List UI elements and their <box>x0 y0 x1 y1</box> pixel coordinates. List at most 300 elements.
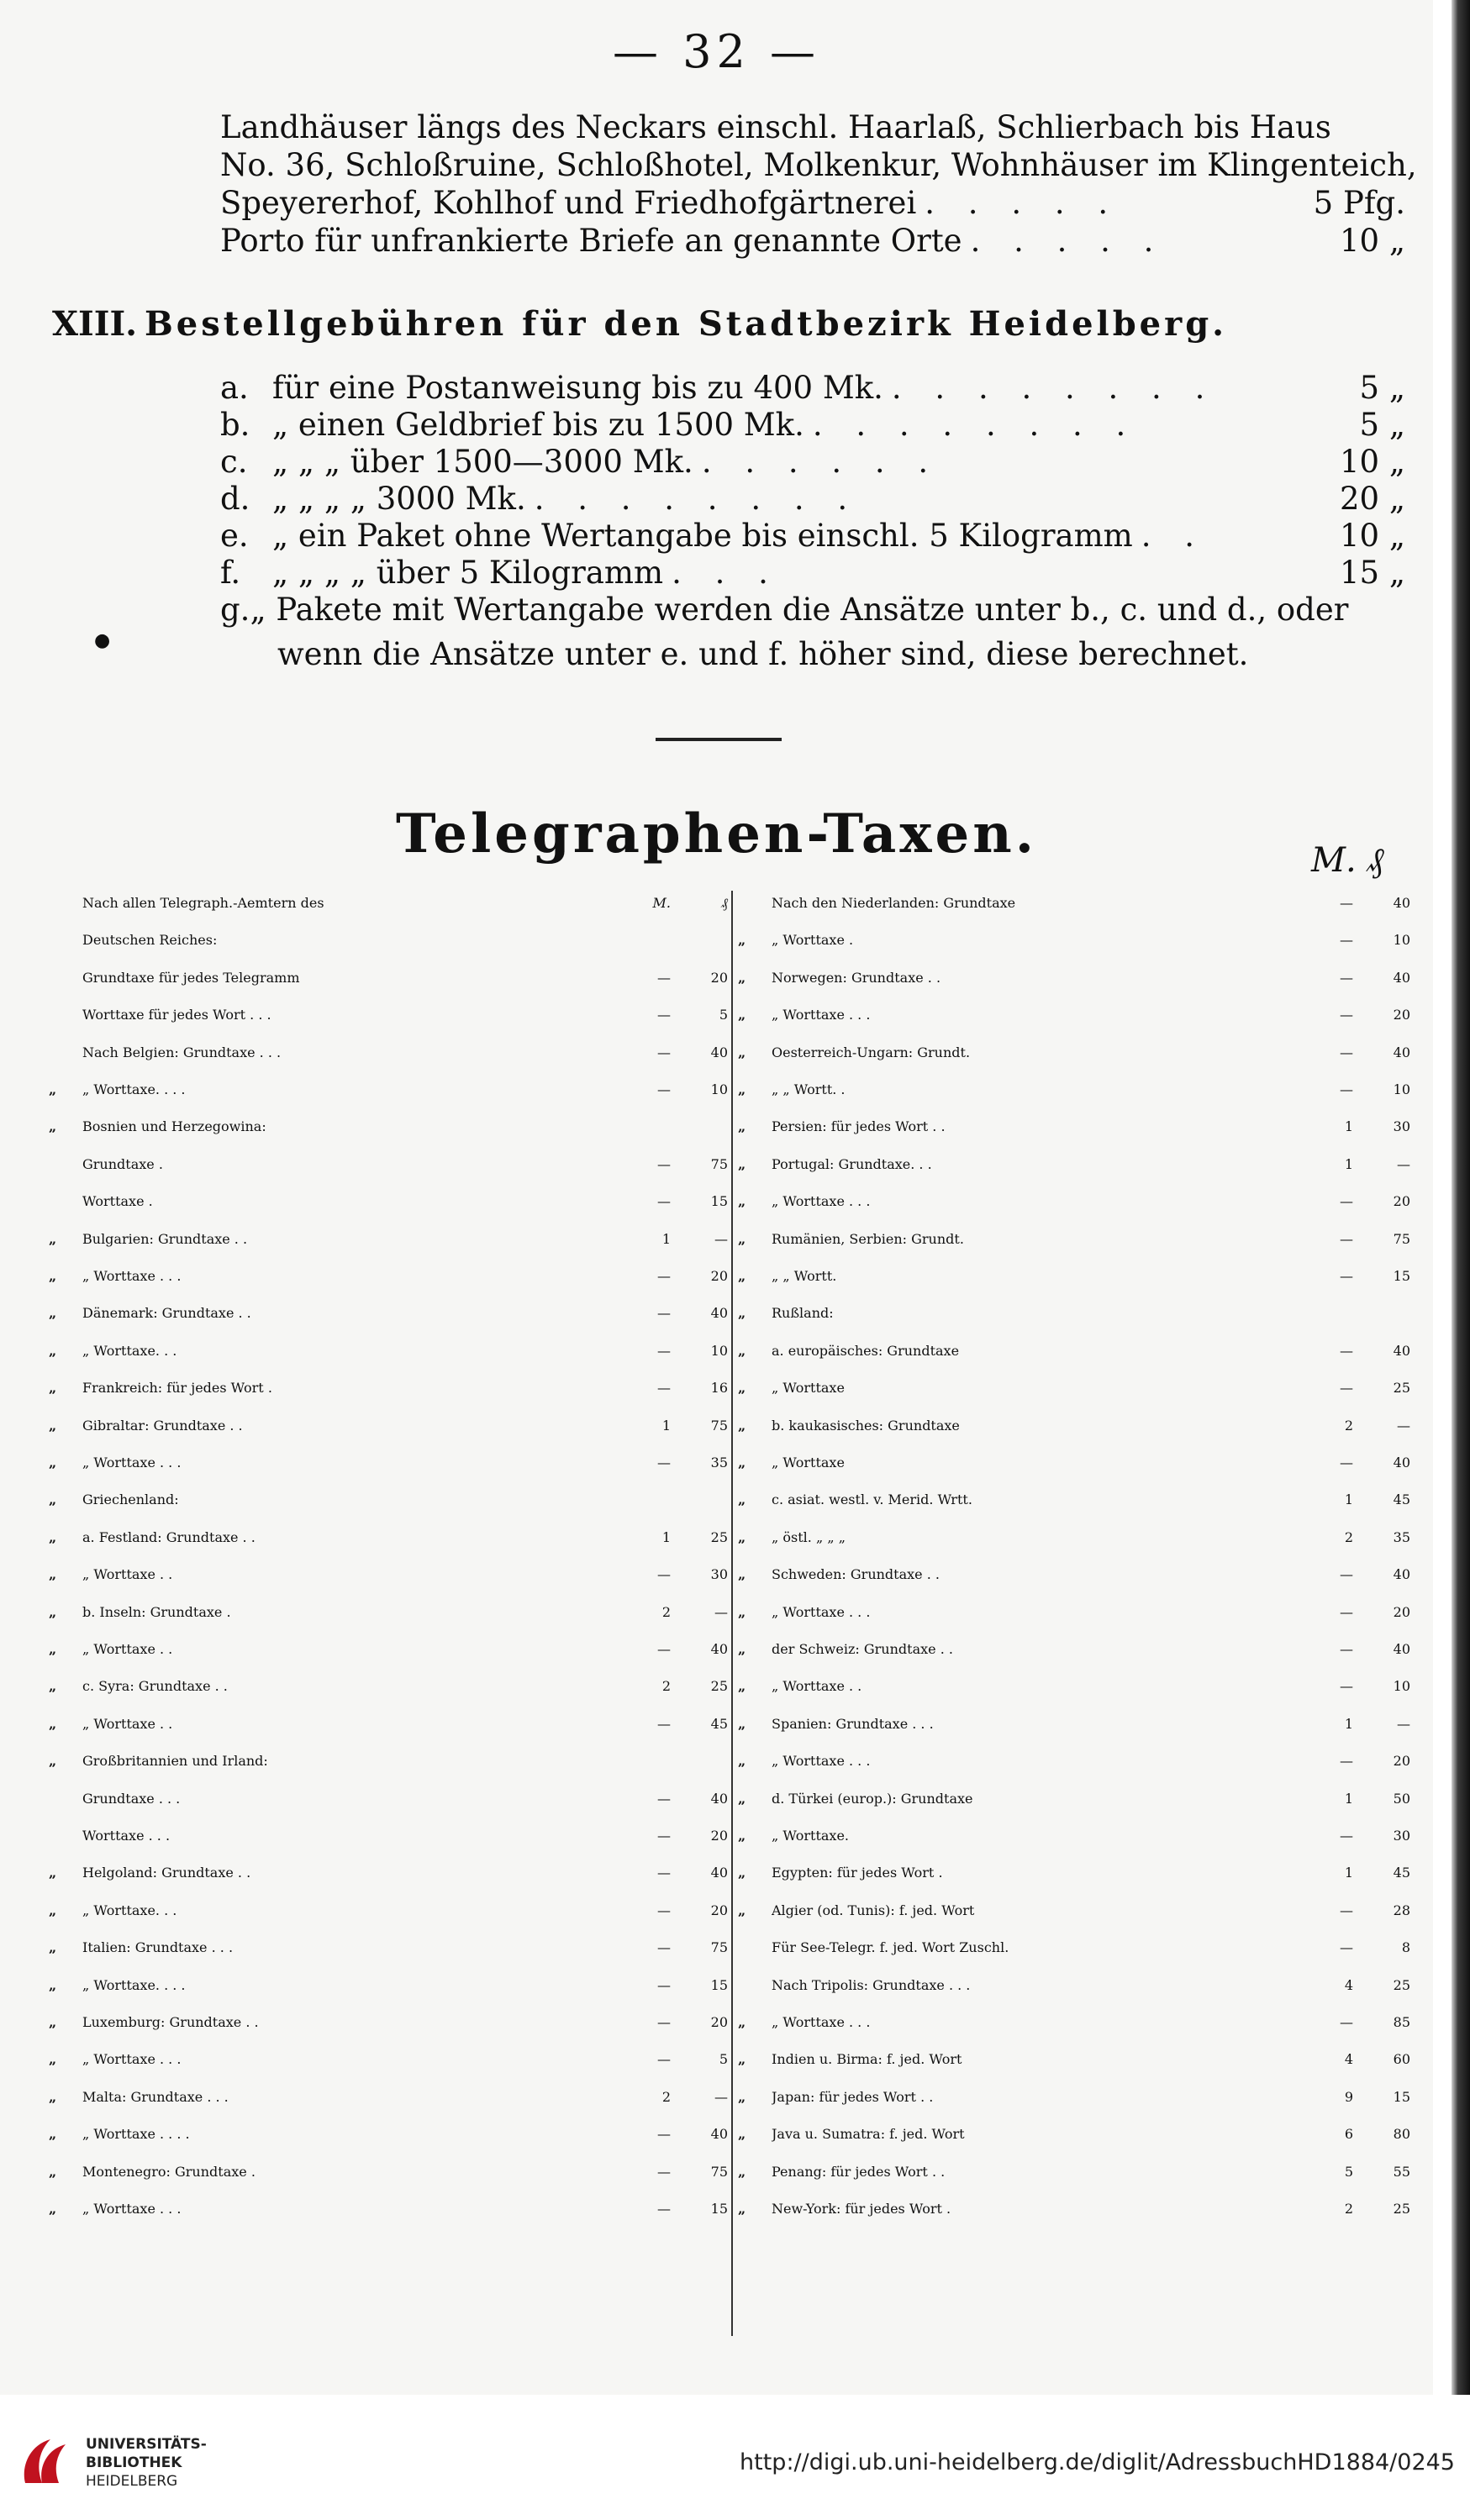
tariff-pfennig: 15 <box>710 1193 728 1209</box>
tariff-pfennig: 45 <box>1393 1865 1410 1881</box>
tariff-row <box>738 1380 1410 1417</box>
unit-mark: M. <box>1311 841 1357 880</box>
tariff-label: Nach den Niederlanden: Grundtaxe <box>772 895 1016 911</box>
ditto-mark: „ <box>738 1865 746 1881</box>
library-name-line3: HEIDELBERG <box>86 2473 178 2490</box>
tariff-mark: — <box>657 1081 671 1097</box>
fee-item-text: „ „ „ „ über 5 Kilogramm <box>272 555 664 591</box>
tariff-row <box>49 2201 728 2238</box>
tariff-row <box>49 1902 728 1939</box>
tariff-label: Dänemark: Grundtaxe . . <box>82 1305 251 1321</box>
fee-item-label: e. <box>220 518 249 554</box>
fee-item-label: f. <box>220 555 241 591</box>
tariff-pfennig: 10 <box>710 1343 728 1359</box>
tariff-pfennig: 75 <box>710 2164 728 2180</box>
tariff-mark: — <box>1340 932 1353 948</box>
tariff-pfennig: 45 <box>710 1716 728 1732</box>
tariff-mark: 2 <box>661 2089 671 2105</box>
tariff-label: „ Worttaxe . . <box>772 1678 862 1694</box>
tariff-label: „ Worttaxe . . . <box>772 1007 871 1023</box>
fee-item-amount: 5 „ <box>1359 407 1405 443</box>
ditto-mark: „ <box>49 1977 57 1993</box>
tariff-label: Grundtaxe für jedes Telegramm <box>82 970 300 986</box>
ditto-mark: „ <box>738 1491 746 1507</box>
tariff-row <box>49 1865 728 1902</box>
ditto-mark: „ <box>49 1678 57 1694</box>
ditto-mark: „ <box>738 1716 746 1732</box>
intro-line-text: Landhäuser längs des Neckars einschl. Haarlaß, Schlierbach bis Haus <box>220 109 1331 145</box>
fee-item <box>220 407 1405 443</box>
tariff-mark: — <box>657 1305 671 1321</box>
tariff-label: Rußland: <box>772 1305 834 1321</box>
ditto-mark: „ <box>49 1641 57 1657</box>
tariff-label: d. Türkei (europ.): Grundtaxe <box>772 1791 973 1807</box>
tariff-mark: 2 <box>1344 1529 1353 1545</box>
tariff-row <box>49 1007 728 1044</box>
tariff-row <box>49 1343 728 1380</box>
tariff-row <box>738 1343 1410 1380</box>
tariff-mark: — <box>1340 1268 1353 1284</box>
intro-line-text: Porto für unfrankierte Briefe an genannte Orte <box>220 223 962 259</box>
tariff-pfennig: 20 <box>710 1902 728 1918</box>
tariff-label: Java u. Sumatra: f. jed. Wort <box>772 2126 965 2142</box>
tariff-row <box>49 1604 728 1641</box>
ditto-mark: „ <box>738 932 746 948</box>
tariff-pfennig: — <box>714 1231 728 1247</box>
ditto-mark: „ <box>738 1828 746 1844</box>
tariff-row <box>738 1678 1410 1715</box>
ditto-mark: „ <box>738 1791 746 1807</box>
ditto-mark: „ <box>738 1044 746 1060</box>
tariff-row <box>738 1268 1410 1305</box>
tariff-pfennig: 15 <box>710 1977 728 1993</box>
telegraph-title: Telegraphen-Taxen. <box>395 802 1038 865</box>
tariff-mark: 2 <box>661 1604 671 1620</box>
tariff-mark: — <box>657 2201 671 2217</box>
ditto-mark: „ <box>738 970 746 986</box>
fee-item-text: „ einen Geldbrief bis zu 1500 Mk. <box>272 407 804 443</box>
tariff-row <box>738 1305 1410 1342</box>
tariff-mark: — <box>657 1343 671 1359</box>
tariff-label: „ Worttaxe . . . . <box>82 2126 190 2142</box>
tariff-row <box>49 1566 728 1603</box>
tariff-label: „ Worttaxe. . . <box>82 1902 177 1918</box>
tariff-pfennig: 60 <box>1393 2051 1410 2067</box>
tariff-mark: 2 <box>1344 2201 1353 2217</box>
tariff-row <box>49 932 728 969</box>
tariff-row <box>738 1716 1410 1753</box>
ditto-mark: „ <box>49 1716 57 1732</box>
tariff-mark: 4 <box>1344 1977 1353 1993</box>
tariff-mark: — <box>657 2051 671 2067</box>
tariff-row <box>738 2201 1410 2238</box>
tariff-mark: — <box>657 1716 671 1732</box>
intro-line-amount: 5 Pfg. <box>1313 185 1405 221</box>
tariff-mark: 1 <box>1344 1118 1353 1134</box>
tariff-mark: — <box>657 1641 671 1657</box>
tariff-pfennig: 25 <box>1393 2201 1410 2217</box>
tariff-mark: 1 <box>1344 1791 1353 1807</box>
ditto-mark: „ <box>49 1305 57 1321</box>
tariff-mark: — <box>1340 1455 1353 1470</box>
tariff-row <box>49 2164 728 2201</box>
tariff-label: „ Worttaxe <box>772 1380 845 1396</box>
tariff-row <box>49 1753 728 1790</box>
tariff-label: Japan: für jedes Wort . . <box>772 2089 934 2105</box>
tariff-row <box>738 1939 1410 1976</box>
tariff-pfennig: 5 <box>719 1007 728 1023</box>
intro-line-text: Speyererhof, Kohlhof und Friedhofgärtnerei <box>220 185 917 221</box>
tariff-label: Deutschen Reiches: <box>82 932 218 948</box>
tariff-pfennig: 20 <box>1393 1007 1410 1023</box>
section-number: XIII. <box>52 304 138 344</box>
fee-item-text: „ „ „ über 1500—3000 Mk. <box>272 444 693 480</box>
tariff-row <box>49 1491 728 1528</box>
tariff-pfennig: 10 <box>1393 1081 1410 1097</box>
fee-item <box>220 370 1405 406</box>
tariff-row <box>738 2051 1410 2088</box>
tariff-pfennig: 30 <box>1393 1118 1410 1134</box>
tariff-label: Italien: Grundtaxe . . . <box>82 1939 234 1955</box>
ditto-mark: „ <box>738 1566 746 1582</box>
fee-note-continued: wenn die Ansätze unter e. und f. höher sind, diese berechnet. <box>277 636 1249 672</box>
tariff-row <box>738 1418 1410 1455</box>
ditto-mark: „ <box>49 1118 57 1134</box>
tariff-pfennig: 40 <box>1393 1343 1410 1359</box>
tariff-label: Griechenland: <box>82 1491 179 1507</box>
tariff-label: „ Worttaxe . . . <box>82 1455 182 1470</box>
ditto-mark: „ <box>49 2126 57 2142</box>
tariff-mark: — <box>657 1044 671 1060</box>
tariff-row <box>738 1604 1410 1641</box>
tariff-mark: — <box>1340 1193 1353 1209</box>
tariff-mark: — <box>657 1939 671 1955</box>
tariff-label: a. europäisches: Grundtaxe <box>772 1343 960 1359</box>
tariff-pfennig: 40 <box>1393 895 1410 911</box>
ditto-mark: „ <box>738 1081 746 1097</box>
tariff-label: Nach Belgien: Grundtaxe . . . <box>82 1044 282 1060</box>
tariff-row <box>49 1193 728 1230</box>
tariff-label: „ Worttaxe . . . <box>82 2051 182 2067</box>
fee-item-label: c. <box>220 444 248 480</box>
tariff-label: Grundtaxe . <box>82 1156 163 1172</box>
tariff-row <box>49 1678 728 1715</box>
tariff-pfennig: 40 <box>1393 1455 1410 1470</box>
tariff-label: „ Worttaxe . <box>772 932 854 948</box>
ditto-mark: „ <box>738 1231 746 1247</box>
tariff-row <box>49 1044 728 1081</box>
tariff-pfennig: 20 <box>1393 1753 1410 1769</box>
tariff-row <box>49 1791 728 1828</box>
tariff-label: „ Worttaxe . . . <box>82 1268 182 1284</box>
tariff-label: Frankreich: für jedes Wort . <box>82 1380 272 1396</box>
tariff-row <box>738 1156 1410 1193</box>
ditto-mark: „ <box>738 1902 746 1918</box>
tariff-label: b. kaukasisches: Grundtaxe <box>772 1418 960 1434</box>
ditto-mark: „ <box>738 1156 746 1172</box>
tariff-pfennig: 25 <box>710 1529 728 1545</box>
intro-line <box>220 185 1405 221</box>
tariff-label: „ Worttaxe. . . . <box>82 1081 186 1097</box>
ditto-mark: „ <box>738 1007 746 1023</box>
ditto-mark: „ <box>738 2126 746 2142</box>
tariff-pfennig: ₰ <box>721 895 728 911</box>
tariff-mark: 6 <box>1344 2126 1353 2142</box>
tariff-mark: — <box>1340 1081 1353 1097</box>
university-library-logo-icon <box>17 2433 76 2491</box>
tariff-mark: — <box>657 1156 671 1172</box>
tariff-pfennig: 20 <box>1393 1193 1410 1209</box>
tariff-mark: — <box>657 1865 671 1881</box>
tariff-pfennig: 16 <box>710 1380 728 1396</box>
tariff-label: „ Worttaxe . . . <box>82 2201 182 2217</box>
tariff-row <box>738 970 1410 1007</box>
tariff-pfennig: 15 <box>710 2201 728 2217</box>
tariff-pfennig: 15 <box>1393 2089 1410 2105</box>
tariff-mark: — <box>1340 1753 1353 1769</box>
tariff-pfennig: 5 <box>719 2051 728 2067</box>
tariff-mark: — <box>657 1193 671 1209</box>
fee-item-text: „ ein Paket ohne Wertangabe bis einschl. 5 Kilogramm <box>272 518 1133 554</box>
tariff-pfennig: — <box>714 1604 728 1620</box>
leader-dots: . . <box>1141 518 1207 554</box>
ditto-mark: „ <box>738 2089 746 2105</box>
tariff-pfennig: 40 <box>710 1865 728 1881</box>
tariff-mark: — <box>657 1268 671 1284</box>
tariff-mark: — <box>1340 1044 1353 1060</box>
fee-item <box>220 592 1405 628</box>
tariff-label: Bosnien und Herzegowina: <box>82 1118 266 1134</box>
tariff-mark: — <box>1340 1939 1353 1955</box>
tariff-label: Oesterreich-Ungarn: Grundt. <box>772 1044 971 1060</box>
tariff-mark: — <box>657 1791 671 1807</box>
tariff-pfennig: 40 <box>1393 970 1410 986</box>
tariff-label: „ Worttaxe. <box>772 1828 849 1844</box>
tariff-label: Malta: Grundtaxe . . . <box>82 2089 229 2105</box>
ditto-mark: „ <box>49 1604 57 1620</box>
tariff-label: Grundtaxe . . . <box>82 1791 181 1807</box>
tariff-label: Nach Tripolis: Grundtaxe . . . <box>772 1977 971 1993</box>
ditto-mark: „ <box>49 1529 57 1545</box>
ditto-mark: „ <box>49 1380 57 1396</box>
right-column-unit-header <box>1311 840 1383 880</box>
ditto-mark: „ <box>738 1343 746 1359</box>
tariff-label: „ Worttaxe <box>772 1455 845 1470</box>
tariff-pfennig: 40 <box>710 1305 728 1321</box>
tariff-pfennig: 75 <box>710 1156 728 1172</box>
tariff-mark: 2 <box>661 1678 671 1694</box>
tariff-mark: — <box>1340 895 1353 911</box>
ditto-mark: „ <box>738 1678 746 1694</box>
tariff-mark: — <box>1340 1566 1353 1582</box>
ditto-mark: „ <box>738 2164 746 2180</box>
tariff-label: New-York: für jedes Wort . <box>772 2201 951 2217</box>
tariff-label: Norwegen: Grundtaxe . . <box>772 970 941 986</box>
tariff-row <box>738 1081 1410 1118</box>
tariff-mark: — <box>657 1455 671 1470</box>
tariff-label: Montenegro: Grundtaxe . <box>82 2164 256 2180</box>
ditto-mark: „ <box>49 1268 57 1284</box>
tariff-row <box>738 1977 1410 2014</box>
leader-dots: . . . . . . . . <box>534 481 860 517</box>
tariff-mark: — <box>657 2164 671 2180</box>
library-name <box>86 2435 207 2491</box>
tariff-row <box>49 1828 728 1865</box>
tariff-row <box>49 1977 728 2014</box>
tariff-row <box>49 1156 728 1193</box>
tariff-label: c. Syra: Grundtaxe . . <box>82 1678 228 1694</box>
tariff-row <box>49 2089 728 2126</box>
library-name-line1: UNIVERSITÄTS- <box>86 2436 207 2453</box>
tariff-mark: — <box>657 1566 671 1582</box>
tariff-pfennig: 8 <box>1401 1939 1410 1955</box>
tariff-pfennig: 10 <box>710 1081 728 1097</box>
tariff-pfennig: 28 <box>1393 1902 1410 1918</box>
tariff-label: Egypten: für jedes Wort . <box>772 1865 943 1881</box>
intro-line <box>220 223 1405 259</box>
tariff-mark: — <box>1340 1380 1353 1396</box>
tariff-label: Nach allen Telegraph.-Aemtern des <box>82 895 324 911</box>
tariff-pfennig: 40 <box>710 1641 728 1657</box>
tariff-row <box>738 1529 1410 1566</box>
tariff-label: Algier (od. Tunis): f. jed. Wort <box>772 1902 975 1918</box>
tariff-label: der Schweiz: Grundtaxe . . <box>772 1641 953 1657</box>
tariff-row <box>49 895 728 932</box>
ditto-mark: „ <box>49 1231 57 1247</box>
tariff-mark: — <box>1340 1641 1353 1657</box>
tariff-row <box>738 1641 1410 1678</box>
tariff-label: Rumänien, Serbien: Grundt. <box>772 1231 964 1247</box>
ditto-mark: „ <box>738 1380 746 1396</box>
tariff-label: Luxemburg: Grundtaxe . . <box>82 2014 259 2030</box>
tariff-label: „ Worttaxe . . . <box>772 2014 871 2030</box>
tariff-row <box>49 1529 728 1566</box>
ditto-mark: „ <box>738 1268 746 1284</box>
fee-item-label: b. <box>220 407 250 443</box>
tariff-pfennig: 10 <box>1393 932 1410 948</box>
tariff-pfennig: 50 <box>1393 1791 1410 1807</box>
tariff-row <box>49 1118 728 1155</box>
ditto-mark: „ <box>49 1902 57 1918</box>
tariff-row <box>738 2014 1410 2051</box>
tariff-mark: — <box>1340 1678 1353 1694</box>
fee-item-amount: 15 „ <box>1339 555 1405 591</box>
page-number: — 32 — <box>612 25 821 78</box>
source-url-link[interactable]: http://digi.ub.uni-heidelberg.de/diglit/AdressbuchHD1884/0245 <box>740 2449 1455 2475</box>
tariff-row <box>738 1791 1410 1828</box>
fee-item <box>220 481 1405 517</box>
tariff-mark: — <box>657 970 671 986</box>
fee-item-text: „ „ „ „ 3000 Mk. <box>272 481 526 517</box>
tariff-label: Indien u. Birma: f. jed. Wort <box>772 2051 962 2067</box>
tariff-label: Worttaxe . . . <box>82 1828 171 1844</box>
tariff-pfennig: 35 <box>1393 1529 1410 1545</box>
tariff-label: c. asiat. westl. v. Merid. Wrtt. <box>772 1491 972 1507</box>
bullet-mark: ● <box>94 630 111 651</box>
tariff-mark: — <box>657 2014 671 2030</box>
tariff-mark: — <box>657 2126 671 2142</box>
tariff-row <box>738 1118 1410 1155</box>
ditto-mark: „ <box>49 1418 57 1434</box>
tariff-row <box>49 1380 728 1417</box>
tariff-mark: — <box>1340 970 1353 986</box>
tariff-row <box>49 2126 728 2163</box>
tariff-mark: 2 <box>1344 1418 1353 1434</box>
tariff-pfennig: 15 <box>1393 1268 1410 1284</box>
unit-pfennig: ₰ <box>1367 841 1384 880</box>
section-divider <box>656 738 782 741</box>
tariff-row <box>738 1044 1410 1081</box>
column-divider <box>731 891 733 2336</box>
tariff-mark: — <box>1340 1902 1353 1918</box>
leader-dots: . . . <box>672 555 780 591</box>
tariff-pfennig: 40 <box>1393 1566 1410 1582</box>
tariff-mark: — <box>657 1380 671 1396</box>
ditto-mark: „ <box>738 2201 746 2217</box>
fee-item-amount: 10 „ <box>1339 518 1405 554</box>
leader-dots: . . . . . . <box>701 444 940 480</box>
ditto-mark: „ <box>49 1081 57 1097</box>
tariff-pfennig: 40 <box>1393 1641 1410 1657</box>
section-title: Bestellgebühren für den Stadtbezirk Heidelberg. <box>145 304 1228 344</box>
tariff-mark: — <box>1340 1604 1353 1620</box>
intro-line-amount: 10 „ <box>1339 223 1405 259</box>
tariff-pfennig: 20 <box>710 1268 728 1284</box>
tariff-label: Schweden: Grundtaxe . . <box>772 1566 940 1582</box>
tariff-label: „ Worttaxe . . . <box>772 1753 871 1769</box>
tariff-pfennig: 40 <box>710 2126 728 2142</box>
ditto-mark: „ <box>738 1305 746 1321</box>
tariff-row <box>49 1231 728 1268</box>
tariff-row <box>738 2164 1410 2201</box>
tariff-row <box>738 1007 1410 1044</box>
tariff-pfennig: 20 <box>710 1828 728 1844</box>
ditto-mark: „ <box>738 1118 746 1134</box>
tariff-row <box>49 2014 728 2051</box>
ditto-mark: „ <box>49 1753 57 1769</box>
tariff-label: Gibraltar: Grundtaxe . . <box>82 1418 243 1434</box>
tariff-row <box>738 895 1410 932</box>
tariff-label: Bulgarien: Grundtaxe . . <box>82 1231 248 1247</box>
tariff-mark: 1 <box>1344 1156 1353 1172</box>
tariff-mark: — <box>1340 1007 1353 1023</box>
tariff-label: „ Worttaxe . . <box>82 1716 173 1732</box>
tariff-pfennig: — <box>714 2089 728 2105</box>
fee-item-label: g. <box>220 592 250 628</box>
tariff-label: „ „ Wortt. <box>772 1268 837 1284</box>
ditto-mark: „ <box>738 1418 746 1434</box>
tariff-row <box>49 1418 728 1455</box>
tariff-pfennig: 80 <box>1393 2126 1410 2142</box>
library-name-line2: BIBLIOTHEK <box>86 2454 182 2471</box>
ditto-mark: „ <box>738 1455 746 1470</box>
tariff-row <box>738 1865 1410 1902</box>
leader-dots: . . . . . <box>970 223 1166 259</box>
ditto-mark: „ <box>738 1193 746 1209</box>
tariff-row <box>738 1455 1410 1491</box>
tariff-mark: — <box>657 1902 671 1918</box>
tariff-label: „ Worttaxe. . . <box>82 1343 177 1359</box>
tariff-pfennig: — <box>1397 1418 1410 1434</box>
tariff-mark: 9 <box>1344 2089 1353 2105</box>
tariff-mark: 1 <box>661 1418 671 1434</box>
tariff-label: „ Worttaxe . . . <box>772 1604 871 1620</box>
tariff-mark: — <box>1340 2014 1353 2030</box>
ditto-mark: „ <box>49 1343 57 1359</box>
ditto-mark: „ <box>49 1865 57 1881</box>
fee-item <box>220 555 1405 591</box>
tariff-label: „ „ Wortt. . <box>772 1081 846 1097</box>
